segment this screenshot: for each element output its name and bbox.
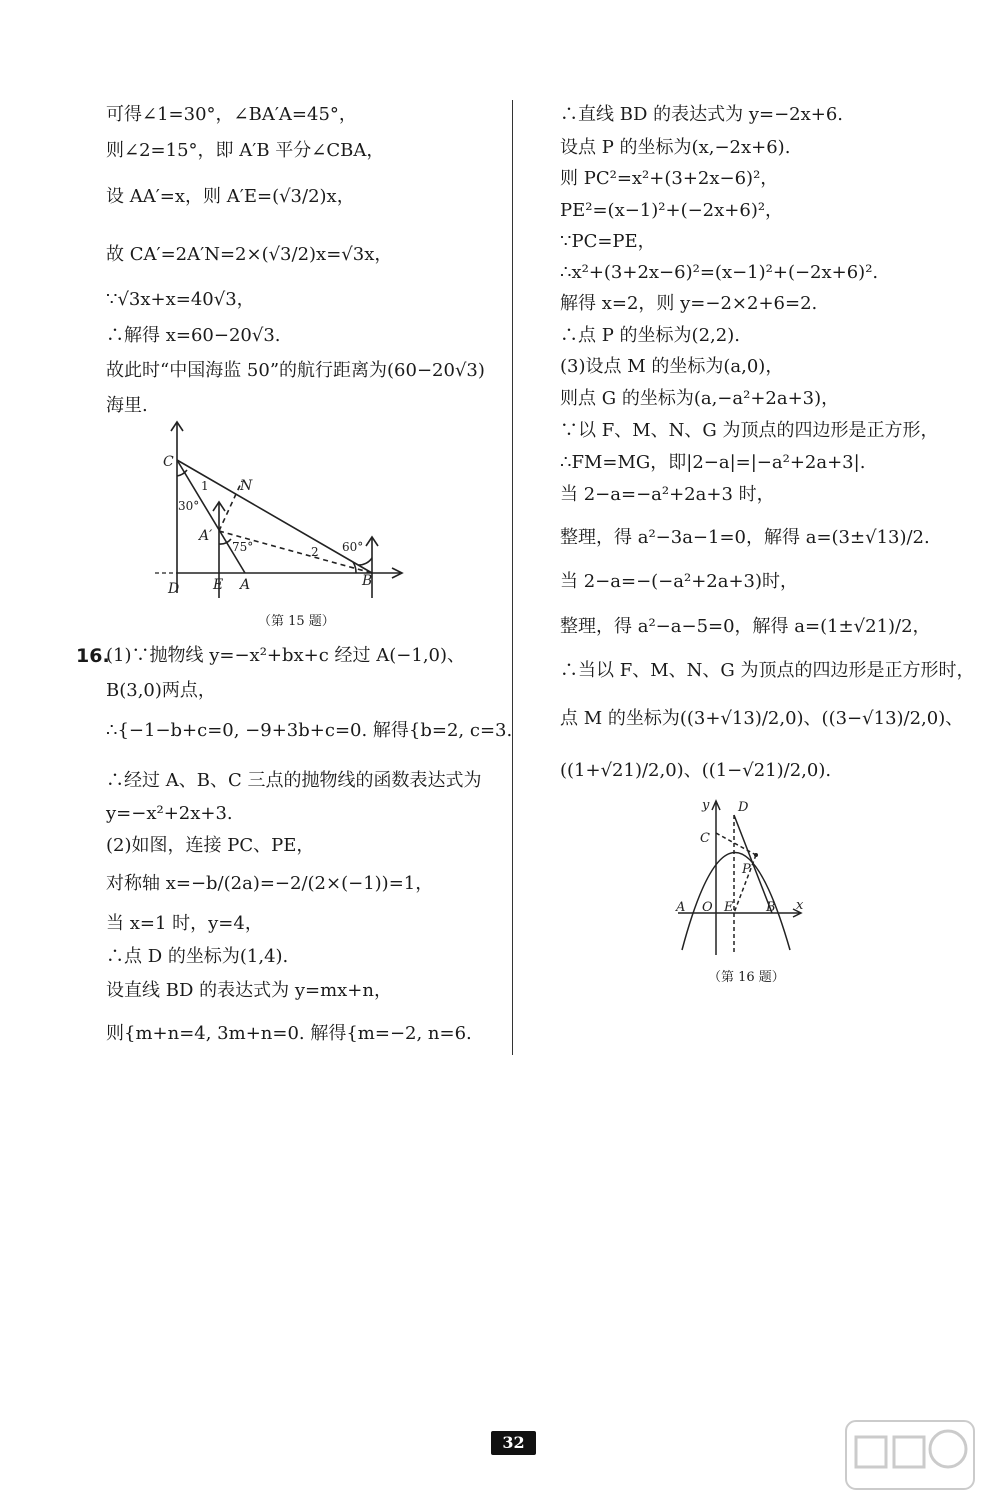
solution-line: 当 x=1 时，y=4， — [106, 913, 263, 934]
solution-line: 点 M 的坐标为((3+√13)/2,0)、((3−√13)/2,0)、 — [560, 708, 964, 729]
solution-line: 整理，得 a²−3a−1=0，解得 a=(3±√13)/2. — [560, 527, 930, 548]
label-d: D — [738, 800, 749, 815]
solution-line: 设直线 BD 的表达式为 y=mx+n， — [106, 980, 392, 1001]
angle-1-label: 1 — [201, 479, 209, 493]
solution-line: 则 PC²=x²+(3+2x−6)²， — [560, 168, 779, 189]
angle-75-label: 75° — [232, 540, 254, 554]
solution-line: 故 CA′=2A′N=2×(√3/2)x=√3x， — [106, 244, 393, 265]
solution-line: ((1+√21)/2,0)、((1−√21)/2,0). — [560, 760, 832, 781]
label-b: B — [766, 900, 776, 915]
solution-line: 则点 G 的坐标为(a,−a²+2a+3)， — [560, 388, 840, 409]
column-divider — [512, 100, 513, 1055]
equation-system: 则{m+n=4, 3m+n=0. 解得{m=−2, n=6. — [106, 1023, 472, 1044]
solution-line: ∴点 D 的坐标为(1,4). — [106, 946, 289, 967]
label-a: A — [676, 900, 686, 915]
solution-line: y=−x²+2x+3. — [106, 803, 233, 824]
label-c: C — [163, 454, 174, 470]
solution-line: ∵以 F、M、N、G 为顶点的四边形是正方形， — [560, 420, 939, 441]
label-n: N — [240, 478, 253, 494]
solution-line: 解得 x=2，则 y=−2×2+6=2. — [560, 293, 818, 314]
line-ca — [177, 460, 245, 573]
solution-line: ∴点 P 的坐标为(2,2). — [560, 325, 740, 346]
figure-15-diagram — [155, 418, 415, 633]
solution-line: 当 2−a=−a²+2a+3 时， — [560, 484, 775, 505]
label-d: D — [168, 581, 180, 597]
line-bd — [734, 815, 772, 913]
figure-15-caption: （第 15 题） — [258, 614, 335, 629]
solution-line: 整理，得 a²−a−5=0，解得 a=(1±√21)/2， — [560, 616, 931, 637]
solution-line: ∴解得 x=60−20√3. — [106, 325, 281, 346]
label-y: y — [702, 798, 710, 813]
solution-line: 对称轴 x=−b/(2a)=−2/(2×(−1))=1， — [106, 873, 434, 894]
label-a: A — [240, 577, 251, 593]
solution-line: ∵√3x+x=40√3， — [106, 289, 255, 310]
solution-line: 当 2−a=−(−a²+2a+3)时， — [560, 571, 799, 592]
figure-16-caption: （第 16 题） — [708, 970, 785, 985]
equation-system: ∴{−1−b+c=0, −9+3b+c=0. 解得{b=2, c=3. — [106, 720, 513, 741]
solution-line: ∴FM=MG，即|2−a|=|−a²+2a+3|. — [560, 452, 866, 473]
solution-line: PE²=(x−1)²+(−2x+6)²， — [560, 200, 784, 221]
label-e: E — [213, 577, 224, 593]
solution-line: 海里. — [106, 395, 148, 416]
solution-line: (1)∵抛物线 y=−x²+bx+c 经过 A(−1,0)、 — [106, 645, 466, 666]
angle-60-label: 60° — [342, 540, 364, 554]
solution-line: 可得∠1=30°，∠BA′A=45°， — [106, 104, 357, 125]
page-number: 32 — [491, 1431, 536, 1455]
solution-line: ∴x²+(3+2x−6)²=(x−1)²+(−2x+6)². — [560, 262, 879, 283]
label-a-prime: A′ — [199, 528, 213, 544]
label-b: B — [362, 573, 373, 589]
label-o: O — [702, 900, 713, 915]
solution-line: 设点 P 的坐标为(x,−2x+6). — [560, 137, 791, 158]
watermark-logo — [840, 1415, 980, 1495]
label-c: C — [700, 831, 710, 846]
solution-line: 设 AA′=x，则 A′E=(√3/2)x， — [106, 186, 355, 207]
solution-line: (3)设点 M 的坐标为(a,0)， — [560, 356, 784, 377]
solution-line: ∴经过 A、B、C 三点的抛物线的函数表达式为 — [106, 770, 482, 791]
label-x: x — [796, 898, 804, 913]
solution-line: (2)如图，连接 PC、PE， — [106, 835, 315, 856]
solution-line: ∵PC=PE， — [560, 231, 656, 252]
line-cb — [177, 460, 372, 573]
label-e: E — [724, 900, 734, 915]
label-p: P — [742, 862, 751, 877]
solution-line: 故此时“中国海监 50”的航行距离为(60−20√3) — [106, 360, 485, 381]
solution-line: ∴当以 F、M、N、G 为顶点的四边形是正方形时， — [560, 660, 975, 681]
angle-2-label: 2 — [311, 545, 319, 559]
figure-16-diagram — [672, 795, 812, 960]
solution-line: ∴直线 BD 的表达式为 y=−2x+6. — [560, 104, 844, 125]
angle-30-label: 30° — [178, 499, 200, 513]
question-number: 16. — [76, 645, 110, 667]
solution-line: B(3,0)两点， — [106, 680, 216, 701]
solution-line: 则∠2=15°，即 A′B 平分∠CBA， — [106, 140, 385, 161]
